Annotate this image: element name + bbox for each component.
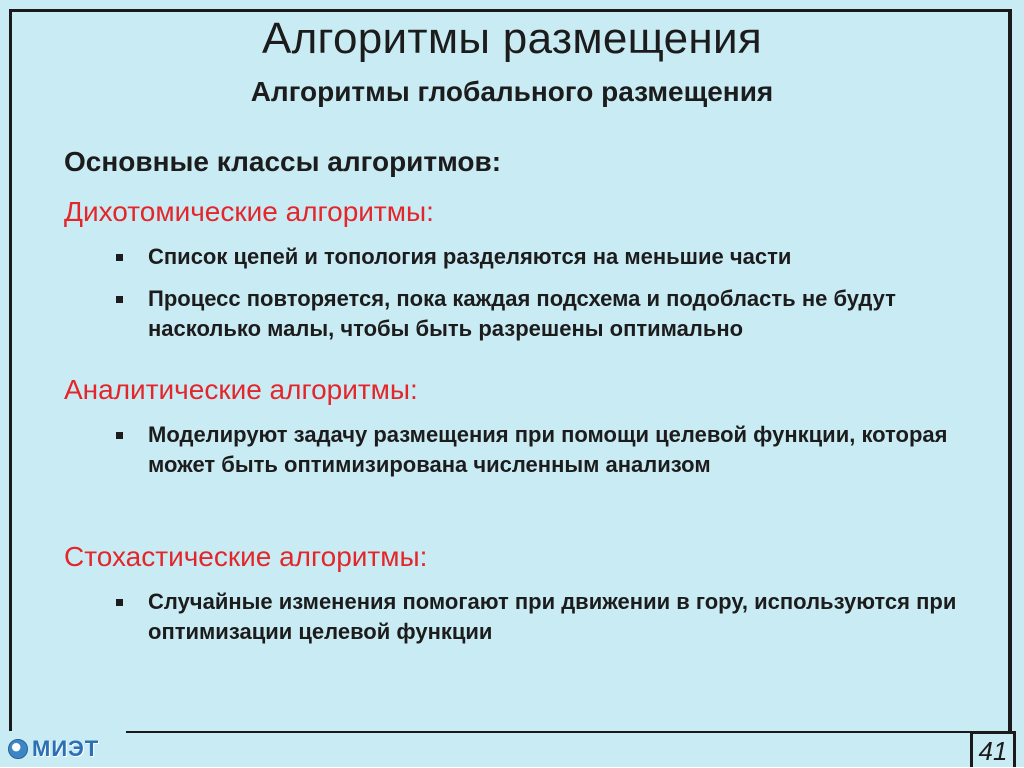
logo	[8, 737, 99, 761]
globe-icon	[8, 739, 28, 759]
section-title-stochastic: Стохастические алгоритмы:	[64, 541, 428, 572]
logo-text: МИЭТ	[32, 736, 100, 761]
section-title-analytic: Аналитические алгоритмы:	[64, 374, 418, 405]
bullet-text: Моделируют задачу размещения при помощи целевой функции, которая может быть оптимизирована численным анализом	[148, 422, 948, 477]
list-item	[116, 242, 976, 272]
footer-divider	[126, 731, 970, 733]
square-bullet-icon	[116, 599, 123, 606]
bullet-list-stochastic	[116, 587, 976, 659]
page-number: 41	[970, 731, 1016, 767]
section-title-dichotomic: Дихотомические алгоритмы:	[64, 196, 434, 227]
bullet-list-analytic	[116, 420, 976, 492]
square-bullet-icon	[116, 254, 123, 261]
classes-heading: Основные классы алгоритмов:	[64, 146, 502, 177]
list-item	[116, 284, 976, 344]
footer	[0, 731, 1024, 767]
slide-title: Алгоритмы размещения	[261, 14, 763, 63]
square-bullet-icon	[116, 432, 123, 439]
list-item	[116, 587, 976, 647]
bullet-text: Процесс повторяется, пока каждая подсхема и подобласть не будут насколько малы, чтобы быть разрешены оптимально	[148, 286, 896, 341]
slide-subtitle: Алгоритмы глобального размещения	[250, 76, 774, 107]
bullet-list-dichotomic	[116, 242, 976, 356]
bullet-text: Случайные изменения помогают при движении в гору, используются при оптимизации целевой функции	[148, 589, 957, 644]
square-bullet-icon	[116, 296, 123, 303]
list-item	[116, 420, 976, 480]
bullet-text: Список цепей и топология разделяются на меньшие части	[148, 244, 792, 269]
